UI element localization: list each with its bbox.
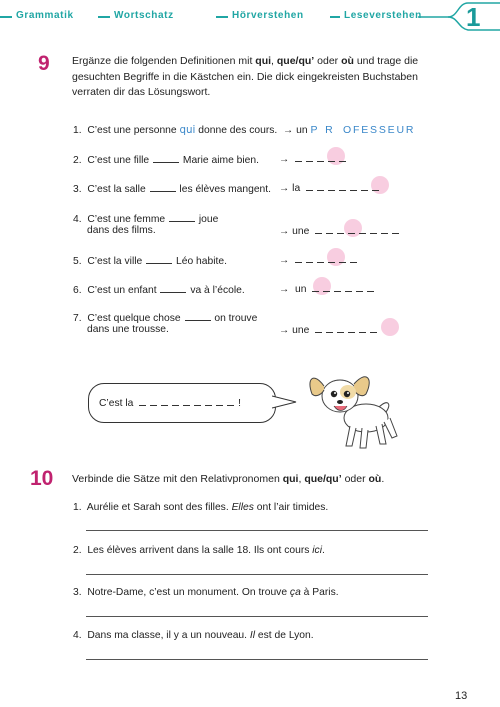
nav-divider	[0, 16, 12, 18]
nav-leseverstehen: Leseverstehen	[344, 10, 422, 21]
answer-slots: → une	[279, 323, 381, 338]
answer-slots: →	[279, 253, 361, 268]
exercise-item: 1. C’est une personne qui donne des cours.	[73, 124, 278, 136]
exercise-item: 3. C’est la salle les élèves mangent.	[73, 181, 271, 197]
unit-number: 1	[466, 2, 481, 32]
exercise-number: 9	[38, 52, 50, 75]
fill-blank[interactable]	[185, 310, 211, 321]
exercise-item: 2. Les élèves arrivent dans la salle 18. Ils ont cours ici.	[73, 545, 325, 556]
speech-bubble	[88, 383, 276, 423]
fill-blank[interactable]	[146, 253, 172, 264]
answer-slots: → un	[279, 282, 378, 297]
exercise-item: 4. C’est une femme joue	[73, 211, 218, 227]
exercise-item-line2: dans des films.	[87, 225, 156, 236]
exercise-instructions: Verbinde die Sätze mit den Relativpronomen qui, que/qu’ oder où.	[72, 473, 385, 485]
answer-slots: →	[279, 152, 350, 167]
nav-grammatik: Grammatik	[16, 10, 74, 21]
exercise-item: 6. C’est un enfant va à l’école.	[73, 282, 245, 298]
filled-answer: qui	[179, 124, 196, 136]
fill-blank[interactable]	[169, 211, 195, 222]
dog-illustration	[300, 368, 400, 452]
fill-blank[interactable]	[153, 152, 179, 163]
highlight-circle	[381, 318, 399, 336]
exercise-item: 5. C’est la ville Léo habite.	[73, 253, 227, 269]
nav-divider	[216, 16, 228, 18]
nav-wortschatz: Wortschatz	[114, 10, 174, 21]
answer-line[interactable]	[86, 659, 428, 660]
nav-divider	[330, 16, 340, 18]
speech-bubble-tail	[272, 394, 298, 412]
answer-slots: → un P R OFESSEUR	[283, 124, 416, 136]
answer-slots: → une	[279, 224, 403, 239]
fill-blank[interactable]	[160, 282, 186, 293]
page-number: 13	[455, 690, 468, 702]
answer-line[interactable]	[86, 616, 428, 617]
page-header	[0, 0, 500, 34]
answer-line[interactable]	[86, 574, 428, 575]
solution-line: C’est la !	[99, 398, 241, 409]
exercise-item: 4. Dans ma classe, il y a un nouveau. Il est de Lyon.	[73, 630, 314, 641]
exercise-item: 7. C’est quelque chose on trouve	[73, 310, 257, 326]
nav-divider	[98, 16, 110, 18]
nav-hoerverstehen: Hörverstehen	[232, 10, 304, 21]
exercise-item: 2. C’est une fille Marie aime bien.	[73, 152, 259, 168]
exercise-number: 10	[30, 467, 54, 490]
exercise-item: 1. Aurélie et Sarah sont des filles. Elles ont l’air timides.	[73, 502, 329, 513]
exercise-item-line2: dans une trousse.	[87, 324, 169, 335]
exercise-item: 3. Notre-Dame, c’est un monument. On trouve ça à Paris.	[73, 587, 339, 598]
exercise-instructions: Ergänze die folgenden Definitionen mit qui, que/qu’ oder où und trage die gesuchten Begriffe in die Kästchen ein. Die dick eingekreisten Buchstaben verraten dir das Lösungswort.	[72, 55, 419, 98]
fill-blank[interactable]	[150, 181, 176, 192]
answer-slots: → la	[279, 181, 383, 196]
unit-tab-shape	[418, 0, 500, 34]
answer-line[interactable]	[86, 530, 428, 531]
